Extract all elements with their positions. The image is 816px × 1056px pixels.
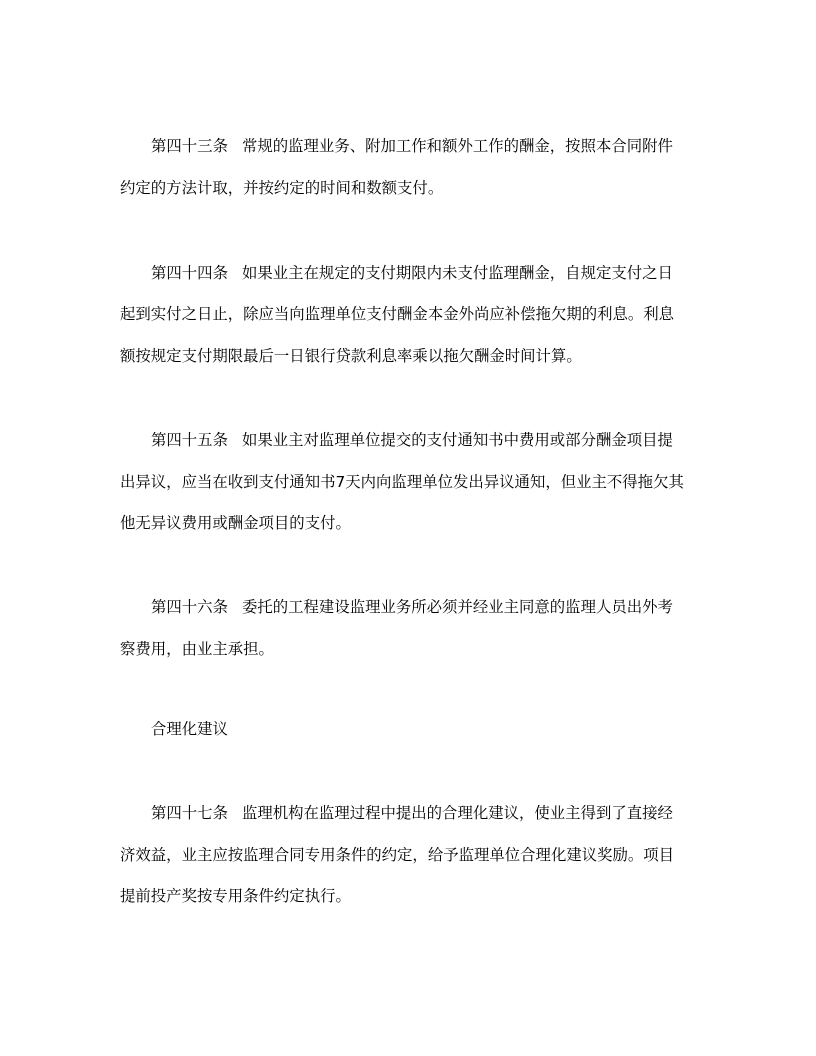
article-46-number: 第四十六条	[151, 598, 228, 616]
article-45-line-3: 他无异议费用或酬金项目的支付。	[120, 514, 351, 532]
article-44-number: 第四十四条	[151, 264, 228, 282]
article-43-line-2: 约定的方法计取，并按约定的时间和数额支付。	[120, 179, 444, 197]
article-44-line-3: 额按规定支付期限最后一日银行贷款利息率乘以拖欠酬金时间计算。	[120, 347, 582, 365]
article-47-line-2: 济效益，业主应按监理合同专用条件的约定，给予监理单位合理化建议奖励。项目	[120, 846, 675, 864]
article-47-number: 第四十七条	[151, 804, 228, 822]
article-45-number: 第四十五条	[151, 431, 228, 449]
article-43-text-1: 常规的监理业务、附加工作和额外工作的酬金，按照本合同附件	[241, 137, 673, 155]
section-heading: 合理化建议	[151, 720, 228, 738]
article-44-text-1: 如果业主在规定的支付期限内未支付监理酬金，自规定支付之日	[241, 264, 673, 282]
article-44-line-1	[151, 263, 711, 283]
article-46-line-1	[151, 597, 711, 617]
article-46-text-1: 委托的工程建设监理业务所必须并经业主同意的监理人员出外考	[241, 598, 673, 616]
article-47-text-1: 监理机构在监理过程中提出的合理化建议，使业主得到了直接经	[241, 804, 673, 822]
article-45-line-1	[151, 430, 711, 450]
article-47-line-1	[151, 803, 711, 823]
article-43-number: 第四十三条	[151, 137, 228, 155]
article-47-line-3: 提前投产奖按专用条件约定执行。	[120, 887, 351, 905]
article-45-line-2: 出异议，应当在收到支付通知书7天内向监理单位发出异议通知，但业主不得拖欠其	[120, 473, 684, 491]
article-43-line-1	[151, 136, 711, 156]
article-45-text-1: 如果业主对监理单位提交的支付通知书中费用或部分酬金项目提	[241, 431, 673, 449]
article-44-line-2: 起到实付之日止，除应当向监理单位支付酬金本金外尚应补偿拖欠期的利息。利息	[120, 305, 675, 323]
article-46-line-2: 察费用，由业主承担。	[120, 640, 274, 658]
